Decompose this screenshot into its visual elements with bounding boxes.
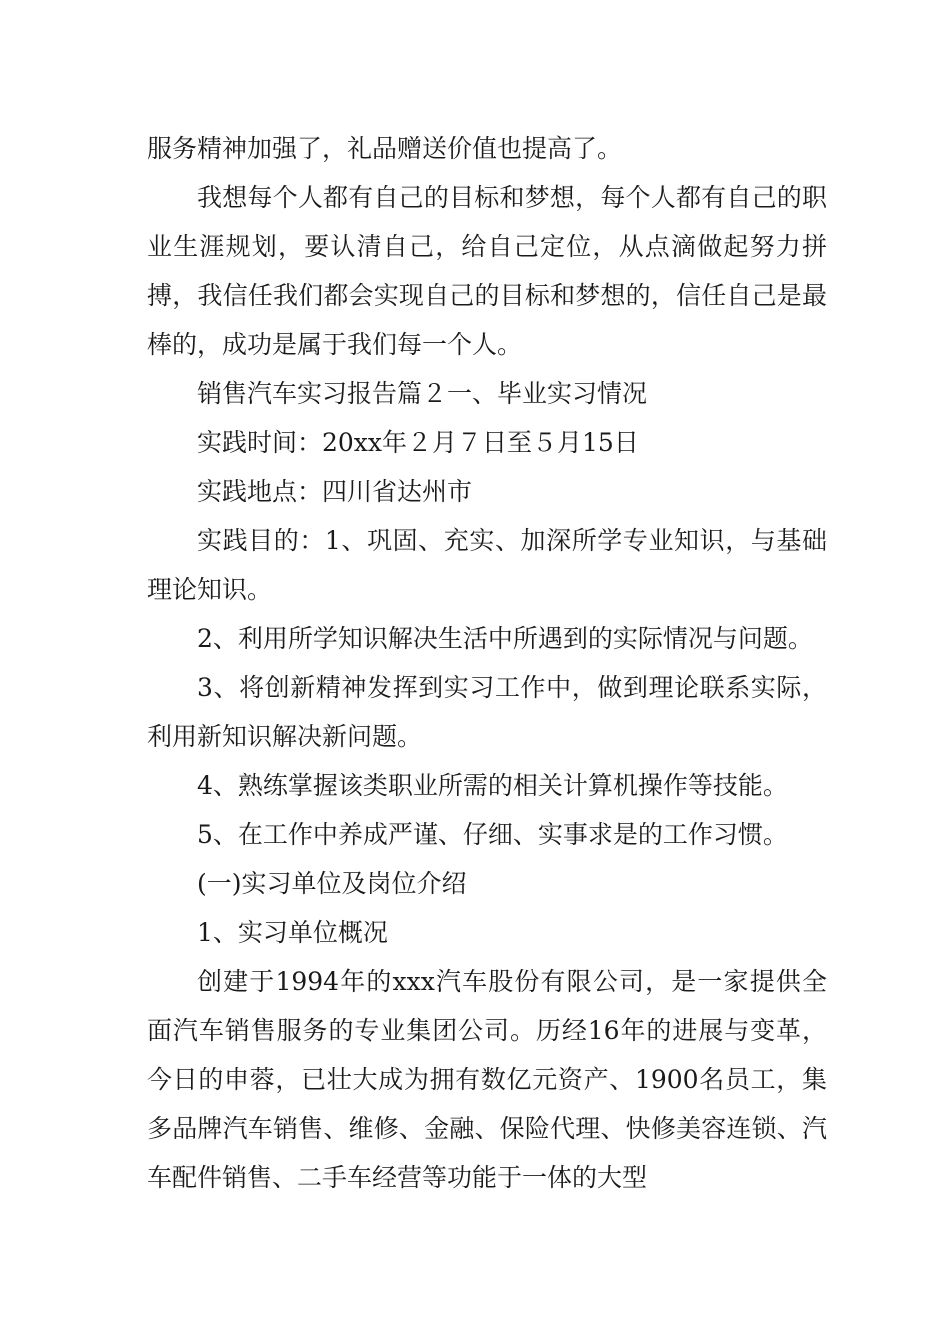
paragraph-10: 5、在工作中养成严谨、仔细、实事求是的工作习惯。 <box>197 820 788 849</box>
paragraph-6: 实践目的：1、巩固、充实、加深所学专业知识，与基础理论知识。 <box>147 526 827 604</box>
document-body <box>147 124 827 1202</box>
paragraph-12: 1、实习单位概况 <box>197 918 388 947</box>
paragraph-3: 销售汽车实习报告篇２一、毕业实习情况 <box>197 379 648 408</box>
paragraph-9: 4、熟练掌握该类职业所需的相关计算机操作等技能。 <box>197 771 788 800</box>
paragraph-4: 实践时间：20xx年２月７日至５月15日 <box>197 428 639 457</box>
paragraph-5: 实践地点：四川省达州市 <box>197 477 473 506</box>
paragraph-2: 我想每个人都有自己的目标和梦想，每个人都有自己的职业生涯规划，要认清自己，给自己定位，从点滴做起努力拼搏，我信任我们都会实现自己的目标和梦想的，信任自己是最棒的，成功是属于我们每一个人。 <box>147 183 827 359</box>
paragraph-1: 服务精神加强了，礼品赠送价值也提高了。 <box>147 134 623 163</box>
paragraph-11: (一)实习单位及岗位介绍 <box>197 869 467 898</box>
paragraph-7: 2、利用所学知识解决生活中所遇到的实际情况与问题。 <box>197 624 813 653</box>
paragraph-13: 创建于1994年的xxx汽车股份有限公司，是一家提供全面汽车销售服务的专业集团公司。历经16年的进展与变革，今日的申蓉，已壮大成为拥有数亿元资产、1900名员工，集多品牌汽车销售、维修、金融、保险代理、快修美容连锁、汽车配件销售、二手车经营等功能于一体的大型 <box>147 967 827 1192</box>
paragraph-8: 3、将创新精神发挥到实习工作中，做到理论联系实际，利用新知识解决新问题。 <box>147 673 827 751</box>
